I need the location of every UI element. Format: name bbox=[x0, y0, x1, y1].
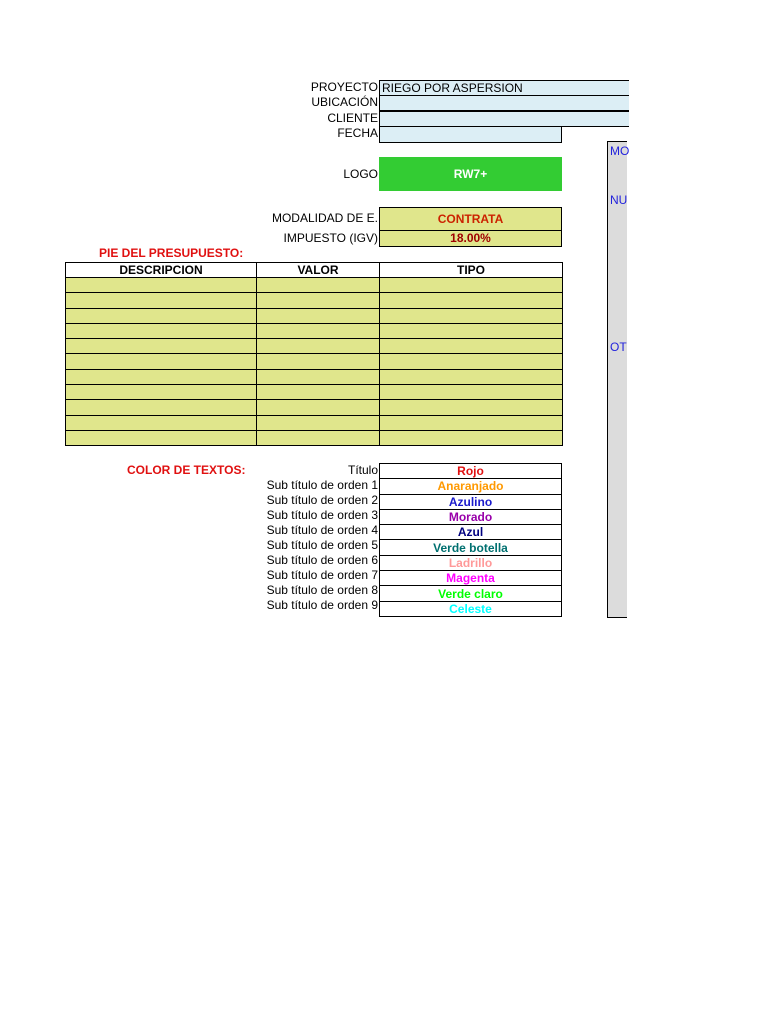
cell-valor[interactable] bbox=[257, 430, 380, 445]
color-label-orden-7: Sub título de orden 7 bbox=[266, 568, 378, 582]
ubicacion-label: UBICACIÓN bbox=[311, 95, 378, 109]
cell-valor[interactable] bbox=[257, 415, 380, 430]
modalidad-field[interactable]: CONTRATA bbox=[379, 207, 562, 231]
cell-valor[interactable] bbox=[257, 369, 380, 384]
table-row bbox=[66, 430, 563, 445]
cell-valor[interactable] bbox=[257, 385, 380, 400]
cell-valor[interactable] bbox=[257, 308, 380, 323]
color-label-orden-6: Sub título de orden 6 bbox=[266, 553, 378, 567]
cell-valor[interactable] bbox=[257, 400, 380, 415]
modalidad-label: MODALIDAD DE E. bbox=[271, 211, 378, 225]
column-header-tipo: TIPO bbox=[380, 263, 563, 278]
color-label-orden-1: Sub título de orden 1 bbox=[266, 478, 378, 492]
color-value-titulo[interactable]: Rojo bbox=[380, 464, 562, 479]
table-row bbox=[66, 308, 563, 323]
cell-tipo[interactable] bbox=[380, 400, 563, 415]
logo-label: LOGO bbox=[343, 167, 378, 181]
cell-descripcion[interactable] bbox=[66, 400, 257, 415]
cell-descripcion[interactable] bbox=[66, 323, 257, 338]
table-row bbox=[66, 323, 563, 338]
color-value-orden-5[interactable]: Verde botella bbox=[380, 540, 562, 555]
cell-valor[interactable] bbox=[257, 278, 380, 293]
cell-descripcion[interactable] bbox=[66, 430, 257, 445]
cell-descripcion[interactable] bbox=[66, 415, 257, 430]
color-label-orden-2: Sub título de orden 2 bbox=[266, 493, 378, 507]
cell-tipo[interactable] bbox=[380, 323, 563, 338]
cell-valor[interactable] bbox=[257, 323, 380, 338]
pie-table bbox=[65, 262, 563, 446]
color-label-orden-5: Sub título de orden 5 bbox=[266, 538, 378, 552]
color-label-orden-8: Sub título de orden 8 bbox=[266, 583, 378, 597]
cell-valor[interactable] bbox=[257, 293, 380, 308]
color-table bbox=[379, 463, 562, 617]
cliente-field[interactable] bbox=[379, 111, 629, 127]
color-label-titulo: Título bbox=[347, 463, 378, 477]
cell-descripcion[interactable] bbox=[66, 369, 257, 384]
table-row bbox=[66, 415, 563, 430]
table-row bbox=[66, 354, 563, 369]
table-row bbox=[66, 385, 563, 400]
cell-tipo[interactable] bbox=[380, 430, 563, 445]
table-row bbox=[66, 339, 563, 354]
cell-descripcion[interactable] bbox=[66, 354, 257, 369]
proyecto-field[interactable]: RIEGO POR ASPERSION bbox=[379, 80, 629, 96]
cell-descripcion[interactable] bbox=[66, 308, 257, 323]
side-panel-label: NU bbox=[610, 193, 628, 207]
impuesto-field[interactable]: 18.00% bbox=[379, 230, 562, 247]
color-label-orden-3: Sub título de orden 3 bbox=[266, 508, 378, 522]
cell-tipo[interactable] bbox=[380, 369, 563, 384]
proyecto-label: PROYECTO bbox=[310, 80, 378, 94]
cell-tipo[interactable] bbox=[380, 308, 563, 323]
fecha-label: FECHA bbox=[337, 126, 378, 140]
cell-descripcion[interactable] bbox=[66, 278, 257, 293]
cell-tipo[interactable] bbox=[380, 385, 563, 400]
table-row bbox=[66, 293, 563, 308]
color-value-orden-3[interactable]: Morado bbox=[380, 509, 562, 524]
cell-tipo[interactable] bbox=[380, 415, 563, 430]
ubicacion-field[interactable] bbox=[379, 95, 629, 111]
cell-descripcion[interactable] bbox=[66, 339, 257, 354]
side-panel-label: OT bbox=[610, 340, 627, 354]
cell-tipo[interactable] bbox=[380, 339, 563, 354]
color-labels bbox=[220, 463, 378, 613]
fecha-field[interactable] bbox=[379, 126, 562, 143]
cell-descripcion[interactable] bbox=[66, 293, 257, 308]
color-value-orden-6[interactable]: Ladrillo bbox=[380, 555, 562, 570]
cliente-label: CLIENTE bbox=[327, 111, 378, 125]
color-label-orden-9: Sub título de orden 9 bbox=[266, 598, 378, 612]
pie-title: PIE DEL PRESUPUESTO: bbox=[99, 246, 244, 260]
color-value-orden-9[interactable]: Celeste bbox=[380, 601, 562, 616]
color-value-orden-8[interactable]: Verde claro bbox=[380, 586, 562, 601]
cell-valor[interactable] bbox=[257, 339, 380, 354]
cell-descripcion[interactable] bbox=[66, 385, 257, 400]
logo-box[interactable]: RW7+ bbox=[379, 157, 562, 191]
side-panel bbox=[607, 141, 630, 618]
colores-title: COLOR DE TEXTOS: bbox=[127, 463, 246, 477]
color-value-orden-2[interactable]: Azulino bbox=[380, 494, 562, 509]
cell-tipo[interactable] bbox=[380, 278, 563, 293]
color-value-orden-4[interactable]: Azul bbox=[380, 525, 562, 540]
table-row bbox=[66, 369, 563, 384]
cell-tipo[interactable] bbox=[380, 293, 563, 308]
column-header-descripcion: DESCRIPCION bbox=[66, 263, 257, 278]
color-value-orden-7[interactable]: Magenta bbox=[380, 571, 562, 586]
impuesto-label: IMPUESTO (IGV) bbox=[283, 231, 378, 245]
table-row bbox=[66, 278, 563, 293]
color-value-orden-1[interactable]: Anaranjado bbox=[380, 479, 562, 494]
cell-tipo[interactable] bbox=[380, 354, 563, 369]
table-row bbox=[66, 400, 563, 415]
cell-valor[interactable] bbox=[257, 354, 380, 369]
color-label-orden-4: Sub título de orden 4 bbox=[266, 523, 378, 537]
side-panel-label: MO bbox=[610, 144, 630, 158]
column-header-valor: VALOR bbox=[257, 263, 380, 278]
